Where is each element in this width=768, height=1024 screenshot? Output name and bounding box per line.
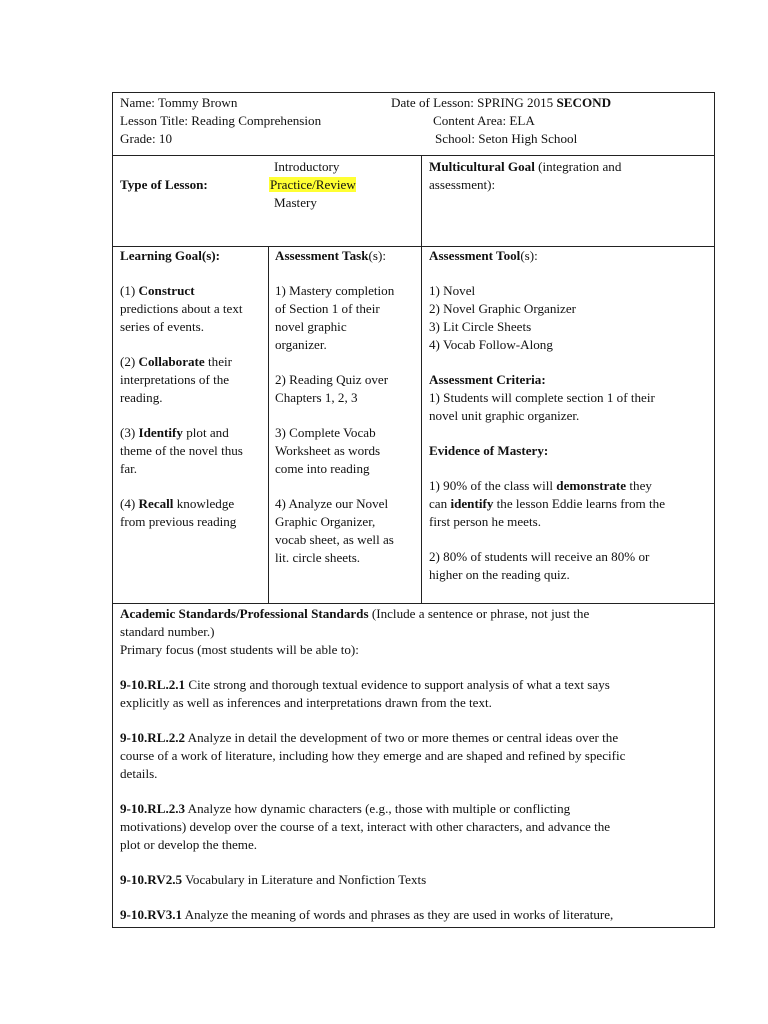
- assessment-task: 1) Mastery completion of Section 1 of their novel graphic organizer.: [275, 283, 395, 352]
- lesson-type-options: [269, 158, 356, 212]
- header-row: [113, 93, 714, 156]
- option-practice-review: Practice/Review: [270, 177, 356, 192]
- standard-item: 9-10.RL.2.3 Analyze how dynamic characters (e.g., those with multiple or conflicting motivations) develop over the course of a text, interact with other characters, and advance the plot or develop the theme.: [120, 801, 611, 852]
- primary-focus: Primary focus (most students will be able to):: [120, 642, 359, 657]
- option-mastery: Mastery: [274, 195, 317, 210]
- assessment-tools-list: [429, 282, 665, 354]
- lesson-type-row: [113, 156, 714, 247]
- assessment-tools-heading: Assessment Tool(s):: [429, 248, 538, 263]
- multicultural-goal: Multicultural Goal (integration and assessment):: [429, 159, 622, 192]
- column-divider: [421, 156, 422, 604]
- assessment-task: 3) Complete Vocab Worksheet as words come into reading: [275, 425, 381, 476]
- lesson-date: Date of Lesson: SPRING 2015 SECOND: [391, 95, 612, 110]
- learning-goal: (4) Recall knowledge from previous reading: [120, 496, 237, 529]
- list-item: 2) Novel Graphic Organizer: [429, 301, 577, 316]
- assessment-tools-cell: [429, 247, 665, 584]
- list-item: 3) Lit Circle Sheets: [429, 319, 532, 334]
- evidence-of-mastery: Evidence of Mastery:: [429, 443, 549, 458]
- column-divider: [268, 247, 269, 604]
- goals-assessment-row: [113, 247, 714, 604]
- assessment-task: 2) Reading Quiz over Chapters 1, 2, 3: [275, 372, 389, 405]
- learning-goals-cell: [120, 247, 243, 531]
- standard-item: 9-10.RL.2.2 Analyze in detail the development of two or more themes or central ideas over the course of a work of literature, including how they emerge and are shaped and refined by specific details.: [120, 730, 626, 781]
- evidence-item: 1) 90% of the class will demonstrate they can identify the lesson Eddie learns from the first person he meets.: [429, 478, 666, 529]
- content-area: Content Area: ELA: [433, 113, 535, 128]
- standards-heading: Academic Standards/Professional Standards (Include a sentence or phrase, not just the: [120, 606, 590, 621]
- lesson-plan-table: [112, 92, 715, 928]
- standards-cell: Academic Standards/Professional Standards (Include a sentence or phrase, not just the standard number.) Primary focus (most students will be able to): 9-10.RL.2.1 Cite strong and thorough textual evidence to support analysis of what a text says explicitly as well as inferences and interpretations drawn from the text. 9-10.RL.2.2 Analyze in detail the development of two or more themes or central ideas over the course of a work of literature, including how they emerge and are shaped and refined by specific details. 9-10.RL.2.3 Analyze how dynamic characters (e.g., those with multiple or conflicting motivations) develop over the course of a text, interact with other characters, and advance the plot or develop the theme. 9-10.RV2.5 Vocabulary in Literature and Nonfiction Texts 9-10.RV3.1 Analyze the meaning of words and phrases as they are used in works of literature,: [120, 606, 626, 922]
- standards-row: [113, 604, 714, 928]
- standard-item: 9-10.RV2.5 Vocabulary in Literature and Nonfiction Texts: [120, 872, 427, 887]
- type-of-lesson-label: Type of Lesson:: [120, 177, 208, 192]
- list-item: 1) Novel: [429, 283, 476, 298]
- lesson-title: Lesson Title: Reading Comprehension: [120, 113, 322, 128]
- assessment-tasks-heading: Assessment Task(s):: [275, 248, 386, 263]
- standard-item: 9-10.RL.2.1 Cite strong and thorough textual evidence to support analysis of what a text says explicitly as well as inferences and interpretations drawn from the text.: [120, 677, 610, 710]
- learning-goals-heading: Learning Goal(s):: [120, 248, 221, 263]
- option-introductory: Introductory: [274, 159, 340, 174]
- assessment-task: 4) Analyze our Novel Graphic Organizer, vocab sheet, as well as lit. circle sheets.: [275, 496, 394, 565]
- assessment-tasks-cell: [275, 247, 394, 567]
- assessment-criteria: Assessment Criteria: 1) Students will complete section 1 of their novel unit graphic organizer.: [429, 372, 655, 423]
- school: School: Seton High School: [435, 131, 578, 146]
- list-item: 4) Vocab Follow-Along: [429, 337, 553, 352]
- teacher-name: Name: Tommy Brown: [120, 95, 238, 110]
- grade: Grade: 10: [120, 131, 172, 146]
- learning-goal: (2) Collaborate their interpretations of the reading.: [120, 354, 233, 405]
- learning-goal: (3) Identify plot and theme of the novel thus far.: [120, 425, 243, 476]
- evidence-item: 2) 80% of students will receive an 80% or higher on the reading quiz.: [429, 549, 650, 582]
- learning-goal: (1) Construct predictions about a text series of events.: [120, 283, 243, 334]
- standard-item: 9-10.RV3.1 Analyze the meaning of words and phrases as they are used in works of literature,: [120, 907, 614, 922]
